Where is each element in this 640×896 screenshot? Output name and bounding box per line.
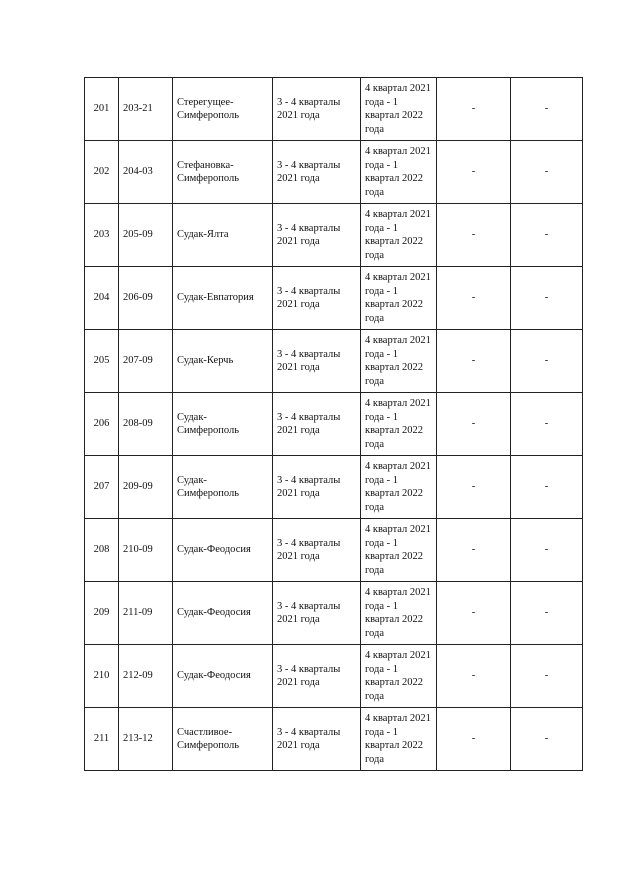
start-period: 3 - 4 кварталы 2021 года: [273, 708, 361, 771]
table-row: [85, 645, 583, 708]
column-7-value: -: [511, 582, 583, 645]
column-7-value: -: [511, 141, 583, 204]
row-number: 203: [85, 204, 119, 267]
route-name: Судак-Евпатория: [173, 267, 273, 330]
end-period: 4 квартал 2021 года - 1 квартал 2022 года: [361, 708, 437, 771]
route-name: Счастливое-Симферополь: [173, 708, 273, 771]
start-period: 3 - 4 кварталы 2021 года: [273, 393, 361, 456]
start-period: 3 - 4 кварталы 2021 года: [273, 456, 361, 519]
column-6-value: -: [437, 393, 511, 456]
end-period: 4 квартал 2021 года - 1 квартал 2022 года: [361, 204, 437, 267]
start-period: 3 - 4 кварталы 2021 года: [273, 330, 361, 393]
row-number: 210: [85, 645, 119, 708]
table-row: [85, 330, 583, 393]
start-period: 3 - 4 кварталы 2021 года: [273, 645, 361, 708]
route-code: 203-21: [119, 78, 173, 141]
column-7-value: -: [511, 645, 583, 708]
route-code: 206-09: [119, 267, 173, 330]
table-row: [85, 204, 583, 267]
route-code: 204-03: [119, 141, 173, 204]
route-name: Судак-Феодосия: [173, 519, 273, 582]
column-7-value: -: [511, 393, 583, 456]
row-number: 205: [85, 330, 119, 393]
route-code: 211-09: [119, 582, 173, 645]
start-period: 3 - 4 кварталы 2021 года: [273, 78, 361, 141]
column-7-value: -: [511, 456, 583, 519]
route-code: 209-09: [119, 456, 173, 519]
column-7-value: -: [511, 519, 583, 582]
column-7-value: -: [511, 708, 583, 771]
end-period: 4 квартал 2021 года - 1 квартал 2022 года: [361, 393, 437, 456]
column-7-value: -: [511, 330, 583, 393]
column-6-value: -: [437, 330, 511, 393]
route-name: Судак-Ялта: [173, 204, 273, 267]
route-code: 212-09: [119, 645, 173, 708]
start-period: 3 - 4 кварталы 2021 года: [273, 267, 361, 330]
end-period: 4 квартал 2021 года - 1 квартал 2022 года: [361, 330, 437, 393]
column-6-value: -: [437, 645, 511, 708]
route-name: Стерегущее-Симферополь: [173, 78, 273, 141]
table-row: [85, 708, 583, 771]
start-period: 3 - 4 кварталы 2021 года: [273, 204, 361, 267]
start-period: 3 - 4 кварталы 2021 года: [273, 141, 361, 204]
end-period: 4 квартал 2021 года - 1 квартал 2022 года: [361, 78, 437, 141]
column-7-value: -: [511, 204, 583, 267]
row-number: 201: [85, 78, 119, 141]
start-period: 3 - 4 кварталы 2021 года: [273, 519, 361, 582]
route-name: Судак-Симферополь: [173, 393, 273, 456]
column-7-value: -: [511, 78, 583, 141]
table-row: [85, 393, 583, 456]
route-code: 205-09: [119, 204, 173, 267]
row-number: 209: [85, 582, 119, 645]
route-name: Судак-Феодосия: [173, 582, 273, 645]
row-number: 211: [85, 708, 119, 771]
end-period: 4 квартал 2021 года - 1 квартал 2022 года: [361, 267, 437, 330]
column-6-value: -: [437, 267, 511, 330]
route-name: Судак-Феодосия: [173, 645, 273, 708]
end-period: 4 квартал 2021 года - 1 квартал 2022 года: [361, 456, 437, 519]
column-6-value: -: [437, 204, 511, 267]
table-row: [85, 78, 583, 141]
row-number: 206: [85, 393, 119, 456]
route-name: Стефановка-Симферополь: [173, 141, 273, 204]
row-number: 204: [85, 267, 119, 330]
row-number: 207: [85, 456, 119, 519]
start-period: 3 - 4 кварталы 2021 года: [273, 582, 361, 645]
column-6-value: -: [437, 78, 511, 141]
column-6-value: -: [437, 141, 511, 204]
table-row: [85, 267, 583, 330]
end-period: 4 квартал 2021 года - 1 квартал 2022 года: [361, 141, 437, 204]
column-6-value: -: [437, 456, 511, 519]
route-code: 210-09: [119, 519, 173, 582]
column-7-value: -: [511, 267, 583, 330]
row-number: 202: [85, 141, 119, 204]
column-6-value: -: [437, 519, 511, 582]
column-6-value: -: [437, 708, 511, 771]
column-6-value: -: [437, 582, 511, 645]
table-row: [85, 519, 583, 582]
route-code: 208-09: [119, 393, 173, 456]
route-name: Судак-Симферополь: [173, 456, 273, 519]
table-row: [85, 456, 583, 519]
route-code: 213-12: [119, 708, 173, 771]
table-row: [85, 141, 583, 204]
end-period: 4 квартал 2021 года - 1 квартал 2022 года: [361, 582, 437, 645]
end-period: 4 квартал 2021 года - 1 квартал 2022 года: [361, 519, 437, 582]
table-row: [85, 582, 583, 645]
route-code: 207-09: [119, 330, 173, 393]
route-name: Судак-Керчь: [173, 330, 273, 393]
routes-table: [84, 77, 583, 771]
row-number: 208: [85, 519, 119, 582]
end-period: 4 квартал 2021 года - 1 квартал 2022 года: [361, 645, 437, 708]
